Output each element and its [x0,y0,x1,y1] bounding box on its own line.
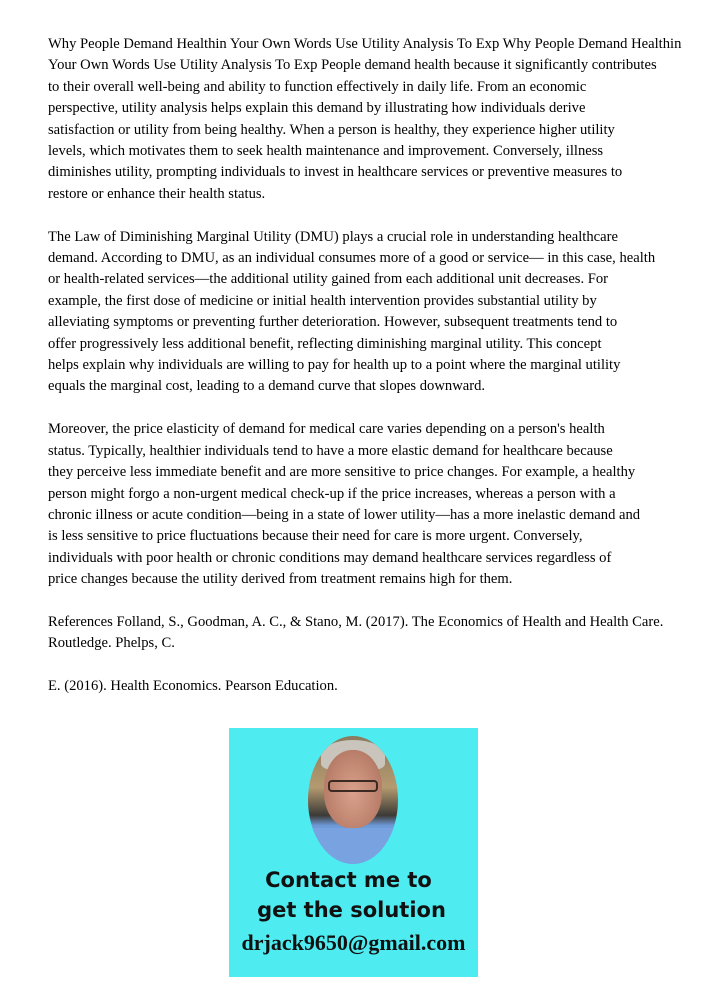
text-line: The Law of Diminishing Marginal Utility (DMU) plays a crucial role in understanding healthcare [48,228,618,245]
text-line: price changes because the utility derived from treatment remains high for them. [48,571,513,588]
text-line: offer progressively less additional benefit, reflecting diminishing marginal utility. This concept [48,335,602,352]
text-line: or health-related services—the additional utility gained from each additional unit decreases. For [48,271,609,288]
text-line: Your Own Words Use Utility Analysis To Exp People demand health because it significantly contributes [48,57,657,74]
text-line: Why People Demand Healthin Your Own Words Use Utility Analysis To Exp Why People Demand Healthin [48,36,682,52]
text-line: helps explain why individuals are willing to pay for health up to a point where the marginal utility [48,357,621,374]
text-line: they perceive less immediate benefit and are more sensitive to price changes. For example, a healthy [48,464,636,481]
paragraph [48,419,681,590]
text-line: satisfaction or utility from being healthy. When a person is healthy, they experience higher utility [48,121,615,138]
paragraph [48,227,681,398]
text-line: chronic illness or acute condition—being in a state of lower utility—has a more inelastic demand and [48,506,641,523]
text-line: to their overall well-being and ability to function effectively in daily life. From an economic [48,78,587,95]
text-line: individuals with poor health or chronic conditions may demand healthcare services regardless of [48,549,612,566]
text-line: References Folland, S., Goodman, A. C., & Stano, M. (2017). The Economics of Health and Health Care. [48,613,664,630]
contact-text-line2: get the solution [257,898,446,922]
text-line: diminishes utility, prompting individuals to invest in healthcare services or preventive measures to [48,164,623,181]
text-line: person might forgo a non-urgent medical check-up if the price increases, whereas a person with a [48,485,616,502]
text-line: Routledge. Phelps, C. [48,635,175,652]
contact-advert-image [229,728,478,977]
paragraph [48,676,681,697]
contact-text-line1: Contact me to [265,868,432,892]
text-line: is less sensitive to price fluctuations because their need for care is more urgent. Conversely, [48,528,583,545]
text-line: perspective, utility analysis helps explain this demand by illustrating how individuals derive [48,100,586,117]
text-line: E. (2016). Health Economics. Pearson Education. [48,678,338,695]
contact-email: drjack9650@gmail.com [241,930,466,955]
text-line: status. Typically, healthier individuals tend to have a more elastic demand for healthcare because [48,442,613,459]
paragraph [48,612,681,655]
text-line: Moreover, the price elasticity of demand for medical care varies depending on a person's health [48,421,605,438]
text-line: alleviating symptoms or preventing further deterioration. However, subsequent treatments tend to [48,314,618,331]
document-body [48,34,681,719]
text-line: levels, which motivates them to seek health maintenance and improvement. Conversely, illness [48,143,604,160]
text-line: equals the marginal cost, leading to a demand curve that slopes downward. [48,378,486,395]
text-line: example, the first dose of medicine or initial health intervention provides substantial utility by [48,292,597,309]
text-line: demand. According to DMU, as an individual consumes more of a good or service— in this case, health [48,250,656,267]
text-line: restore or enhance their health status. [48,185,266,202]
paragraph [48,34,681,205]
portrait-photo [308,736,398,864]
